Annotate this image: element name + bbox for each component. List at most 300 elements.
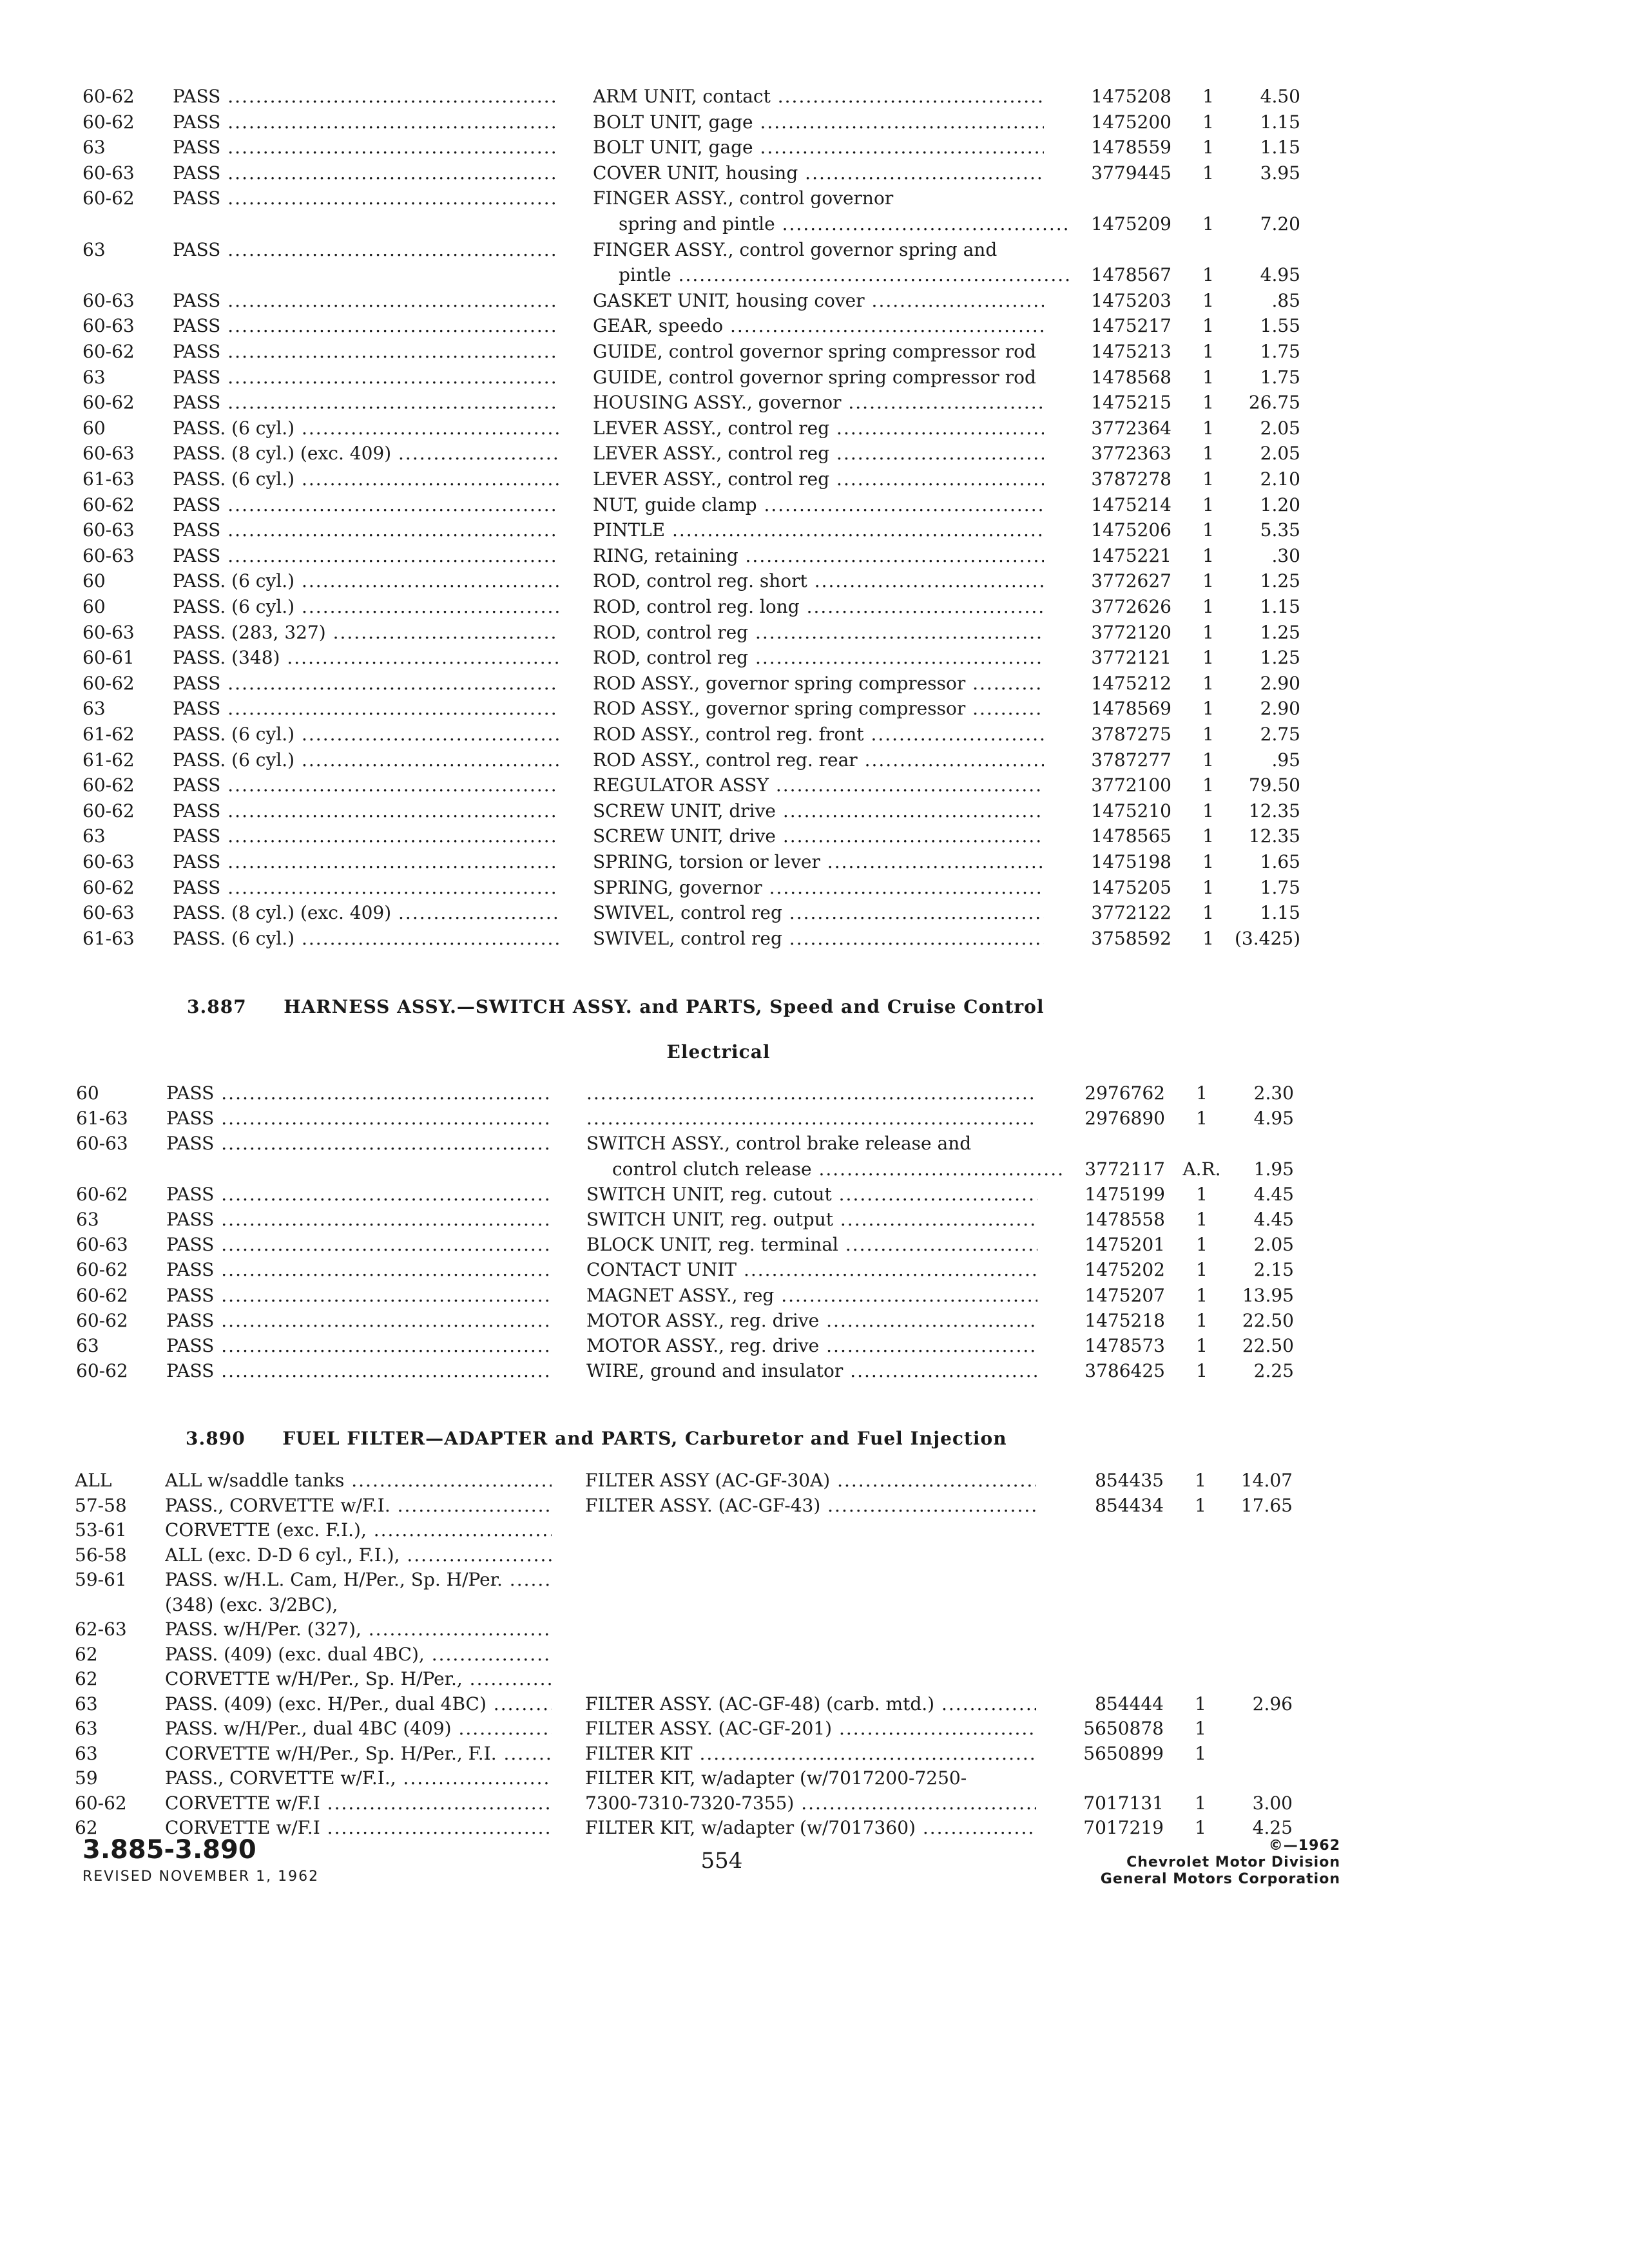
description-cell: ROD, control reg ..... bbox=[593, 620, 1044, 646]
model-cell: PASS ..... bbox=[173, 875, 559, 901]
table-row bbox=[0, 1358, 1623, 1384]
footer-division: Chevrolet Motor Division bbox=[1126, 1854, 1340, 1870]
model-cell: CORVETTE w/H/Per., Sp. H/Per., F.I. ..... bbox=[165, 1741, 552, 1767]
part-number-cell: 3786425 bbox=[1084, 1360, 1165, 1382]
quantity-cell: 1 bbox=[1202, 596, 1214, 617]
description-cell: SWIVEL, control reg ..... bbox=[593, 926, 1044, 952]
price-cell: 1.75 bbox=[1260, 366, 1300, 388]
section-heading-3890 bbox=[186, 1428, 1345, 1449]
description-cell: FILTER ASSY (AC-GF-30A) ..... bbox=[585, 1468, 1036, 1494]
price-cell: 79.50 bbox=[1248, 774, 1300, 796]
price-cell: 2.15 bbox=[1253, 1259, 1294, 1281]
price-cell: (3.425) bbox=[1234, 927, 1300, 949]
quantity-cell: 1 bbox=[1202, 162, 1214, 184]
price-cell: 2.90 bbox=[1260, 698, 1300, 720]
quantity-cell: 1 bbox=[1202, 315, 1214, 337]
description-cell: REGULATOR ASSY ..... bbox=[593, 773, 1044, 798]
quantity-cell: 1 bbox=[1195, 1494, 1206, 1516]
price-cell: 1.25 bbox=[1260, 647, 1300, 669]
part-number-cell: 1475202 bbox=[1084, 1259, 1165, 1281]
quantity-cell: A.R. bbox=[1182, 1158, 1221, 1180]
price-cell: 1.75 bbox=[1260, 341, 1300, 362]
part-number-cell: 1475213 bbox=[1091, 341, 1171, 362]
description-cell: GUIDE, control governor spring compressor rod ..... bbox=[593, 365, 1044, 390]
year-cell: 60-62 bbox=[82, 86, 135, 107]
quantity-cell: 1 bbox=[1196, 1183, 1208, 1205]
table-row bbox=[0, 747, 1629, 773]
price-cell: 3.00 bbox=[1252, 1792, 1293, 1814]
description-cell: FILTER ASSY. (AC-GF-48) (carb. mtd.) ..... bbox=[585, 1691, 1036, 1717]
year-cell: ALL bbox=[75, 1470, 112, 1491]
year-cell: 59 bbox=[75, 1767, 98, 1789]
part-number-cell: 1475203 bbox=[1091, 289, 1171, 311]
table-row bbox=[0, 1592, 1621, 1618]
model-cell: PASS. (283, 327) ..... bbox=[173, 620, 559, 646]
table-row bbox=[0, 135, 1629, 160]
quantity-cell: 1 bbox=[1202, 213, 1214, 235]
description-cell: pintle ..... bbox=[593, 262, 1070, 288]
model-cell: PASS ..... bbox=[173, 849, 559, 875]
section-title: FUEL FILTER—ADAPTER and PARTS, Carburetor and Fuel Injection bbox=[282, 1428, 1007, 1449]
quantity-cell: 1 bbox=[1202, 392, 1214, 414]
model-cell: PASS. (8 cyl.) (exc. 409) ..... bbox=[173, 441, 559, 466]
table-row bbox=[0, 1333, 1623, 1359]
part-number-cell: 2976762 bbox=[1084, 1082, 1165, 1104]
description-cell: GASKET UNIT, housing cover ..... bbox=[593, 288, 1044, 314]
model-cell: PASS ..... bbox=[173, 110, 559, 135]
price-cell: 13.95 bbox=[1242, 1284, 1294, 1306]
year-cell: 63 bbox=[82, 698, 106, 720]
section-heading-3887 bbox=[187, 996, 1347, 1017]
description-cell: FINGER ASSY., control governor spring and bbox=[593, 238, 998, 260]
description-cell: spring and pintle ..... bbox=[593, 211, 1070, 237]
description-cell: SCREW UNIT, drive ..... bbox=[593, 823, 1044, 849]
part-number-cell: 3758592 bbox=[1091, 927, 1171, 949]
model-cell: PASS ..... bbox=[166, 1081, 553, 1106]
description-cell: MOTOR ASSY., reg. drive ..... bbox=[586, 1308, 1037, 1334]
year-cell: 60-62 bbox=[76, 1284, 128, 1306]
table-row bbox=[0, 1691, 1621, 1717]
model-cell: PASS. w/H/Per. (327), ..... bbox=[165, 1617, 552, 1642]
description-cell: SWITCH ASSY., control brake release and bbox=[586, 1133, 972, 1155]
quantity-cell: 1 bbox=[1196, 1309, 1208, 1331]
description-cell: SPRING, torsion or lever ..... bbox=[593, 849, 1044, 875]
model-cell: PASS. (409) (exc. dual 4BC), ..... bbox=[165, 1642, 552, 1667]
model-cell: PASS ..... bbox=[173, 696, 559, 722]
table-row bbox=[0, 211, 1629, 237]
price-cell: 1.25 bbox=[1260, 621, 1300, 643]
table-row bbox=[0, 262, 1629, 288]
quantity-cell: 1 bbox=[1202, 494, 1214, 515]
year-cell: 60-63 bbox=[82, 851, 135, 872]
year-cell: 63 bbox=[75, 1718, 98, 1739]
year-cell: 60-63 bbox=[76, 1133, 128, 1155]
year-cell: 60 bbox=[82, 570, 106, 592]
model-cell: PASS ..... bbox=[173, 543, 559, 569]
year-cell: 60-62 bbox=[76, 1183, 128, 1205]
price-cell: 1.15 bbox=[1260, 111, 1300, 133]
part-number-cell: 3772117 bbox=[1084, 1158, 1165, 1180]
year-cell: 60-63 bbox=[82, 162, 135, 184]
model-cell: PASS ..... bbox=[173, 84, 559, 110]
description-cell: ARM UNIT, contact ..... bbox=[593, 84, 1044, 110]
part-number-cell: 1475212 bbox=[1091, 672, 1171, 694]
year-cell: 61-63 bbox=[76, 1108, 128, 1129]
model-cell: CORVETTE (exc. F.I.), ..... bbox=[165, 1517, 552, 1543]
price-cell: 1.15 bbox=[1260, 596, 1300, 617]
model-cell: PASS ..... bbox=[166, 1207, 553, 1233]
quantity-cell: 1 bbox=[1196, 1360, 1208, 1382]
year-cell: 63 bbox=[75, 1693, 98, 1715]
price-cell: 14.07 bbox=[1240, 1470, 1293, 1491]
part-number-cell: 1475217 bbox=[1091, 315, 1171, 337]
part-number-cell: 1475198 bbox=[1091, 851, 1171, 872]
price-cell: 12.35 bbox=[1248, 825, 1300, 847]
quantity-cell: 1 bbox=[1202, 851, 1214, 872]
part-number-cell: 854434 bbox=[1095, 1494, 1164, 1516]
description-cell: 7300-7310-7320-7355) ..... bbox=[585, 1791, 1036, 1816]
section-subheading: Electrical bbox=[666, 1041, 771, 1062]
description-cell: BOLT UNIT, gage ..... bbox=[593, 135, 1044, 160]
price-cell: 1.15 bbox=[1260, 902, 1300, 924]
description-cell: ROD ASSY., governor spring compressor ..... bbox=[593, 696, 1044, 722]
part-number-cell: 5650878 bbox=[1083, 1718, 1164, 1739]
model-cell: PASS. w/H.L. Cam, H/Per., Sp. H/Per. ..... bbox=[165, 1567, 552, 1593]
price-cell: 2.05 bbox=[1260, 443, 1300, 465]
table-row bbox=[0, 1131, 1623, 1157]
part-number-cell: 7017131 bbox=[1083, 1792, 1164, 1814]
model-cell: PASS ..... bbox=[173, 237, 559, 263]
model-cell: PASS ..... bbox=[173, 288, 559, 314]
description-cell: SWITCH UNIT, reg. output ..... bbox=[586, 1207, 1037, 1233]
year-cell: 60-63 bbox=[82, 902, 135, 924]
quantity-cell: 1 bbox=[1202, 724, 1214, 745]
part-number-cell: 3772120 bbox=[1091, 621, 1171, 643]
description-cell: COVER UNIT, housing ..... bbox=[593, 160, 1044, 186]
table-row bbox=[0, 492, 1629, 518]
quantity-cell: 1 bbox=[1202, 647, 1214, 669]
quantity-cell: 1 bbox=[1196, 1234, 1208, 1256]
table-row bbox=[0, 339, 1629, 365]
description-cell: FILTER KIT ..... bbox=[585, 1741, 1036, 1767]
year-cell: 60-62 bbox=[75, 1792, 127, 1814]
table-row bbox=[0, 84, 1629, 110]
description-cell: PINTLE ..... bbox=[593, 517, 1044, 543]
description-cell: GEAR, speedo ..... bbox=[593, 313, 1044, 339]
table-row bbox=[0, 1741, 1621, 1767]
description-cell: ROD ASSY., governor spring compressor ..... bbox=[593, 671, 1044, 697]
year-cell: 60-62 bbox=[82, 187, 135, 209]
table-row bbox=[0, 823, 1629, 849]
table-row bbox=[0, 1081, 1623, 1106]
description-cell: ROD ASSY., control reg. front ..... bbox=[593, 722, 1044, 747]
description-cell: ROD, control reg ..... bbox=[593, 645, 1044, 671]
year-cell: 60-62 bbox=[76, 1259, 128, 1281]
description-cell: SWIVEL, control reg ..... bbox=[593, 900, 1044, 926]
model-cell: PASS ..... bbox=[173, 160, 559, 186]
table-row bbox=[0, 1517, 1621, 1543]
table-row bbox=[0, 1468, 1621, 1494]
part-number-cell: 1475200 bbox=[1091, 111, 1171, 133]
year-cell: 61-63 bbox=[82, 927, 135, 949]
year-cell: 60-63 bbox=[82, 443, 135, 465]
year-cell: 60 bbox=[76, 1082, 99, 1104]
description-cell: CONTACT UNIT ..... bbox=[586, 1257, 1037, 1283]
table-row bbox=[0, 1283, 1623, 1309]
table-row bbox=[0, 722, 1629, 747]
model-cell: CORVETTE w/F.I ..... bbox=[165, 1791, 552, 1816]
table-row bbox=[0, 1308, 1623, 1334]
part-number-cell: 1478569 bbox=[1091, 698, 1171, 720]
model-cell: PASS ..... bbox=[166, 1308, 553, 1334]
year-cell: 59-61 bbox=[75, 1569, 127, 1590]
quantity-cell: 1 bbox=[1202, 902, 1214, 924]
price-cell: 1.15 bbox=[1260, 137, 1300, 159]
year-cell: 60-63 bbox=[76, 1234, 128, 1256]
table-row bbox=[0, 110, 1629, 135]
quantity-cell: 1 bbox=[1202, 289, 1214, 311]
model-cell: PASS ..... bbox=[166, 1358, 553, 1384]
table-row bbox=[0, 1182, 1623, 1207]
quantity-cell: 1 bbox=[1202, 264, 1214, 286]
model-cell: PASS. (409) (exc. H/Per., dual 4BC) ..... bbox=[165, 1691, 552, 1717]
part-number-cell: 1475214 bbox=[1091, 494, 1171, 515]
part-number-cell: 1475209 bbox=[1091, 213, 1171, 235]
table-row bbox=[0, 466, 1629, 492]
model-cell: PASS ..... bbox=[166, 1106, 553, 1131]
part-number-cell: 1478558 bbox=[1084, 1209, 1165, 1230]
part-number-cell: 3772626 bbox=[1091, 596, 1171, 617]
year-cell: 60-62 bbox=[82, 672, 135, 694]
table-row bbox=[0, 926, 1629, 952]
table-row bbox=[0, 671, 1629, 697]
description-cell: ROD, control reg. long ..... bbox=[593, 594, 1044, 620]
year-cell: 60-61 bbox=[82, 647, 135, 669]
price-cell: 2.90 bbox=[1260, 672, 1300, 694]
price-cell: 7.20 bbox=[1260, 213, 1300, 235]
quantity-cell: 1 bbox=[1202, 137, 1214, 159]
quantity-cell: 1 bbox=[1196, 1259, 1208, 1281]
model-cell: PASS ..... bbox=[173, 773, 559, 798]
part-number-cell: 1475206 bbox=[1091, 519, 1171, 541]
model-cell: CORVETTE w/H/Per., Sp. H/Per., ..... bbox=[165, 1666, 552, 1692]
price-cell: 22.50 bbox=[1242, 1335, 1294, 1356]
part-number-cell: 1478559 bbox=[1091, 137, 1171, 159]
year-cell: 60-62 bbox=[76, 1360, 128, 1382]
table-row bbox=[0, 1232, 1623, 1258]
year-cell: 60-62 bbox=[82, 111, 135, 133]
description-cell: WIRE, ground and insulator ..... bbox=[586, 1358, 1037, 1384]
year-cell: 60-63 bbox=[82, 315, 135, 337]
year-cell: 62 bbox=[75, 1643, 98, 1665]
table-row bbox=[0, 237, 1629, 263]
year-cell: 60-62 bbox=[82, 392, 135, 414]
year-cell: 60-62 bbox=[82, 494, 135, 515]
year-cell: 53-61 bbox=[75, 1519, 127, 1541]
price-cell: 1.25 bbox=[1260, 570, 1300, 592]
part-number-cell: 3772363 bbox=[1091, 443, 1171, 465]
table-row bbox=[0, 1617, 1621, 1642]
price-cell: 2.96 bbox=[1252, 1693, 1293, 1715]
quantity-cell: 1 bbox=[1195, 1742, 1206, 1764]
quantity-cell: 1 bbox=[1202, 800, 1214, 822]
section-title: HARNESS ASSY.—SWITCH ASSY. and PARTS, Speed and Cruise Control bbox=[284, 996, 1045, 1017]
quantity-cell: 1 bbox=[1196, 1209, 1208, 1230]
table-row bbox=[0, 365, 1629, 390]
model-cell: PASS. (6 cyl.) ..... bbox=[173, 568, 559, 594]
model-cell: PASS ..... bbox=[173, 186, 559, 211]
quantity-cell: 1 bbox=[1202, 468, 1214, 490]
price-cell: 2.30 bbox=[1253, 1082, 1294, 1104]
year-cell: 57-58 bbox=[75, 1494, 127, 1516]
table-row bbox=[0, 416, 1629, 441]
table-row bbox=[0, 620, 1629, 646]
description-cell: BLOCK UNIT, reg. terminal ..... bbox=[586, 1232, 1037, 1258]
description-cell: HOUSING ASSY., governor ..... bbox=[593, 390, 1044, 416]
model-cell: PASS ..... bbox=[173, 798, 559, 824]
page-number: 554 bbox=[700, 1848, 743, 1874]
model-cell: PASS. (6 cyl.) ..... bbox=[173, 722, 559, 747]
model-cell: PASS. w/H/Per., dual 4BC (409) ..... bbox=[165, 1716, 552, 1742]
price-cell: 4.25 bbox=[1252, 1817, 1293, 1838]
year-cell: 60-63 bbox=[82, 289, 135, 311]
price-cell: 2.25 bbox=[1253, 1360, 1294, 1382]
description-cell: NUT, guide clamp ..... bbox=[593, 492, 1044, 518]
description-cell bbox=[586, 1081, 1037, 1106]
price-cell: .95 bbox=[1271, 749, 1300, 771]
model-cell: PASS. (348) ..... bbox=[173, 645, 559, 671]
section-number: 3.890 bbox=[186, 1428, 246, 1449]
table-row bbox=[0, 313, 1629, 339]
quantity-cell: 1 bbox=[1195, 1693, 1206, 1715]
model-cell: PASS ..... bbox=[173, 313, 559, 339]
year-cell: 63 bbox=[82, 137, 106, 159]
description-cell: FINGER ASSY., control governor bbox=[593, 187, 894, 209]
part-number-cell: 3772627 bbox=[1091, 570, 1171, 592]
table-row bbox=[0, 1106, 1623, 1131]
model-cell: PASS. (6 cyl.) ..... bbox=[173, 416, 559, 441]
table-row bbox=[0, 849, 1629, 875]
description-cell: control clutch release ..... bbox=[586, 1157, 1063, 1182]
price-cell: 2.05 bbox=[1260, 417, 1300, 439]
part-number-cell: 5650899 bbox=[1083, 1742, 1164, 1764]
model-cell: ALL w/saddle tanks ..... bbox=[165, 1468, 552, 1494]
quantity-cell: 1 bbox=[1195, 1470, 1206, 1491]
description-cell: RING, retaining ..... bbox=[593, 543, 1044, 569]
model-cell: ALL (exc. D-D 6 cyl., F.I.), ..... bbox=[165, 1542, 552, 1568]
part-number-cell: 3779445 bbox=[1091, 162, 1171, 184]
part-number-cell: 1475218 bbox=[1084, 1309, 1165, 1331]
model-cell: PASS. (6 cyl.) ..... bbox=[173, 926, 559, 952]
year-cell: 62-63 bbox=[75, 1619, 127, 1640]
price-cell: 22.50 bbox=[1242, 1309, 1294, 1331]
price-cell: 1.95 bbox=[1253, 1158, 1294, 1180]
price-cell: 1.75 bbox=[1260, 876, 1300, 898]
description-cell: BOLT UNIT, gage ..... bbox=[593, 110, 1044, 135]
table-row bbox=[0, 1257, 1623, 1283]
description-cell: MAGNET ASSY., reg ..... bbox=[586, 1283, 1037, 1309]
table-row bbox=[0, 696, 1629, 722]
table-row bbox=[0, 645, 1629, 671]
year-cell: 56-58 bbox=[75, 1544, 127, 1566]
table-row bbox=[0, 1207, 1623, 1233]
part-number-cell: 854444 bbox=[1095, 1693, 1164, 1715]
quantity-cell: 1 bbox=[1196, 1335, 1208, 1356]
table-row bbox=[0, 1716, 1621, 1742]
year-cell: 63 bbox=[75, 1742, 98, 1764]
model-cell: PASS ..... bbox=[173, 492, 559, 518]
quantity-cell: 1 bbox=[1202, 443, 1214, 465]
year-cell: 60 bbox=[82, 596, 106, 617]
price-cell: 4.50 bbox=[1260, 86, 1300, 107]
year-cell: 60-62 bbox=[82, 341, 135, 362]
table-row bbox=[0, 798, 1629, 824]
part-number-cell: 3772364 bbox=[1091, 417, 1171, 439]
model-cell: PASS ..... bbox=[173, 339, 559, 365]
quantity-cell: 1 bbox=[1202, 621, 1214, 643]
price-cell: 1.65 bbox=[1260, 851, 1300, 872]
year-cell: 60-62 bbox=[82, 800, 135, 822]
quantity-cell: 1 bbox=[1202, 417, 1214, 439]
model-cell: PASS ..... bbox=[173, 135, 559, 160]
year-cell: 63 bbox=[82, 238, 106, 260]
quantity-cell: 1 bbox=[1202, 927, 1214, 949]
quantity-cell: 1 bbox=[1202, 341, 1214, 362]
year-cell: 60-63 bbox=[82, 621, 135, 643]
price-cell: 17.65 bbox=[1240, 1494, 1293, 1516]
table-row bbox=[0, 1642, 1621, 1667]
table-row bbox=[0, 390, 1629, 416]
part-number-cell: 3772122 bbox=[1091, 902, 1171, 924]
part-number-cell: 7017219 bbox=[1083, 1817, 1164, 1838]
description-cell: MOTOR ASSY., reg. drive ..... bbox=[586, 1333, 1037, 1359]
price-cell: 12.35 bbox=[1248, 800, 1300, 822]
model-cell: PASS. (6 cyl.) ..... bbox=[173, 466, 559, 492]
description-cell: LEVER ASSY., control reg ..... bbox=[593, 466, 1044, 492]
table-row bbox=[0, 1567, 1621, 1593]
part-number-cell: 3787278 bbox=[1091, 468, 1171, 490]
table-row bbox=[0, 160, 1629, 186]
year-cell: 61-62 bbox=[82, 724, 135, 745]
part-number-cell: 1478565 bbox=[1091, 825, 1171, 847]
table-row bbox=[0, 594, 1629, 620]
description-cell: LEVER ASSY., control reg ..... bbox=[593, 441, 1044, 466]
table-row bbox=[0, 900, 1629, 926]
price-cell: 1.20 bbox=[1260, 494, 1300, 515]
quantity-cell: 1 bbox=[1202, 774, 1214, 796]
model-cell: PASS., CORVETTE w/F.I., ..... bbox=[165, 1765, 552, 1791]
table-row bbox=[0, 773, 1629, 798]
year-cell: 63 bbox=[82, 825, 106, 847]
quantity-cell: 1 bbox=[1202, 698, 1214, 720]
model-cell: CORVETTE w/F.I ..... bbox=[165, 1815, 552, 1841]
table-row bbox=[0, 517, 1629, 543]
year-cell: 63 bbox=[82, 366, 106, 388]
part-number-cell: 1475208 bbox=[1091, 86, 1171, 107]
model-cell: PASS ..... bbox=[173, 390, 559, 416]
table-row bbox=[0, 568, 1629, 594]
part-number-cell: 3787277 bbox=[1091, 749, 1171, 771]
model-cell: PASS ..... bbox=[173, 671, 559, 697]
part-number-cell: 1478568 bbox=[1091, 366, 1171, 388]
quantity-cell: 1 bbox=[1196, 1082, 1208, 1104]
quantity-cell: 1 bbox=[1202, 111, 1214, 133]
description-cell: SCREW UNIT, drive ..... bbox=[593, 798, 1044, 824]
description-cell: FILTER KIT, w/adapter (w/7017360) ..... bbox=[585, 1815, 1036, 1841]
price-cell: 2.10 bbox=[1260, 468, 1300, 490]
description-cell: SWITCH UNIT, reg. cutout ..... bbox=[586, 1182, 1037, 1207]
table-row bbox=[0, 1791, 1621, 1816]
